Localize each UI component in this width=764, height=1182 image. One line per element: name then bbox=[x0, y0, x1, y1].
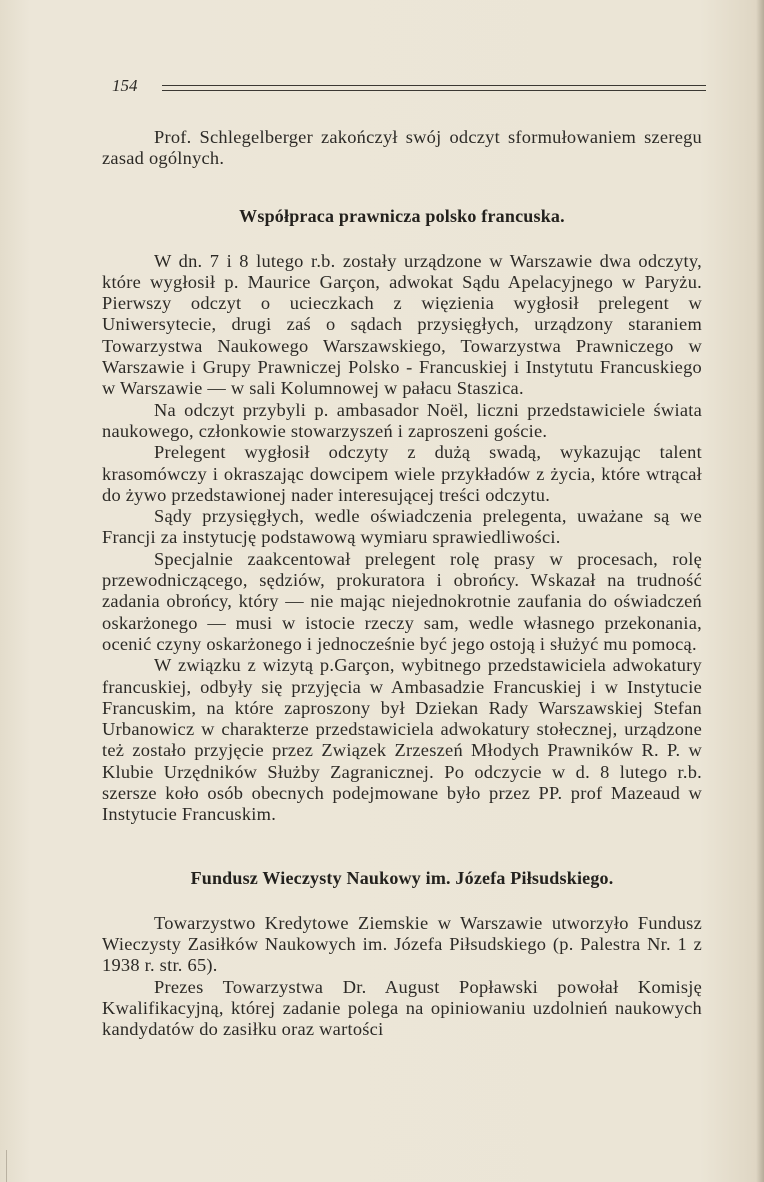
body-paragraph: W związku z wizytą p.Garçon, wybitnego przedstawiciela adwokatury francuskiej, odbyły się przyjęcia w Ambasadzie Francuskiej i w Instytucie Francuskim, na które zaproszony był Dziekan Rady Warszawskiej Stefan Urbanowicz w charakterze przedstawiciela adwokatury stołecznej, urządzone też zostało przyjęcie przez Związek Zrzeszeń Młodych Prawników R. P. w Klubie Urzędników Służby Zagranicznej. Po odczycie w d. 8 lutego r.b. szersze koło osób obecnych podejmowane było przez PP. prof Mazeaud w Instytucie Francuskim. bbox=[102, 655, 702, 825]
body-paragraph: Prezes Towarzystwa Dr. August Popławski powołał Komisję Kwalifikacyjną, której zadanie polega na opiniowaniu uzdolnień naukowych kandydatów do zasiłku oraz wartości bbox=[102, 976, 702, 1040]
section-heading-cooperation: Współpraca prawnicza polsko francuska. bbox=[239, 205, 565, 226]
page-number: 154 bbox=[112, 76, 138, 95]
body-paragraph: W dn. 7 i 8 lutego r.b. zostały urządzone w Warszawie dwa odczyty, które wygłosił p. Maurice Garçon, adwokat Sądu Apelacyjnego w Paryżu. Pierwszy odczyt o ucieczkach z więzienia wygłosił prelegent w Uniwersytecie, drugi zaś o sądach przysięgłych, urządzony staraniem Towarzystwa Naukowego Warszawskiego, Towarzystwa Prawniczego w Warszawie i Grupy Prawniczej Polsko - Francuskiej i Instytutu Francuskiego w Warszawie — w sali Kolumnowej w pałacu Staszica. bbox=[102, 250, 702, 399]
section-heading-fund: Fundusz Wieczysty Naukowy im. Józefa Piłsudskiego. bbox=[190, 867, 614, 888]
closing-paragraph: Prof. Schlegelberger zakończył swój odczyt sformułowaniem szeregu zasad ogólnych. bbox=[102, 127, 702, 169]
body-paragraph: Specjalnie zaakcentował prelegent rolę prasy w procesach, rolę przewodniczącego, sędziów, prokuratora i obrońcy. Wskazał na trudność zadania obrońcy, który — nie mając niejednokrotnie zaufania do oświadczeń oskarżonego — musi w istocie rzeczy sam, wedle własnego przekonania, ocenić czyny oskarżonego i jednocześnie być jego ostoją i służyć mu pomocą. bbox=[102, 548, 702, 654]
scan-edge-mark bbox=[6, 1150, 7, 1182]
header-rule-top bbox=[162, 85, 706, 86]
page-body bbox=[102, 127, 702, 1040]
page-header bbox=[112, 76, 706, 98]
body-paragraph: Na odczyt przybyli p. ambasador Noël, liczni przedstawiciele świata naukowego, członkowie stowarzyszeń i zaproszeni goście. bbox=[102, 399, 702, 441]
page-edge-shadow bbox=[756, 0, 764, 1182]
body-paragraph: Sądy przysięgłych, wedle oświadczenia prelegenta, uważane są we Francji za instytucję podstawową wymiaru sprawiedliwości. bbox=[102, 506, 702, 548]
header-rule-bottom bbox=[162, 90, 706, 91]
body-paragraph: Towarzystwo Kredytowe Ziemskie w Warszawie utworzyło Fundusz Wieczysty Zasiłków Naukowych im. Józefa Piłsudskiego (p. Palestra Nr. 1 z 1938 r. str. 65). bbox=[102, 912, 702, 976]
body-paragraph: Prelegent wygłosił odczyty z dużą swadą, wykazując talent krasomówczy i okraszając dowcipem wiele przykładów z życia, które wtrącał do żywo przedstawionej nader interesującej treści odczytu. bbox=[102, 442, 702, 505]
